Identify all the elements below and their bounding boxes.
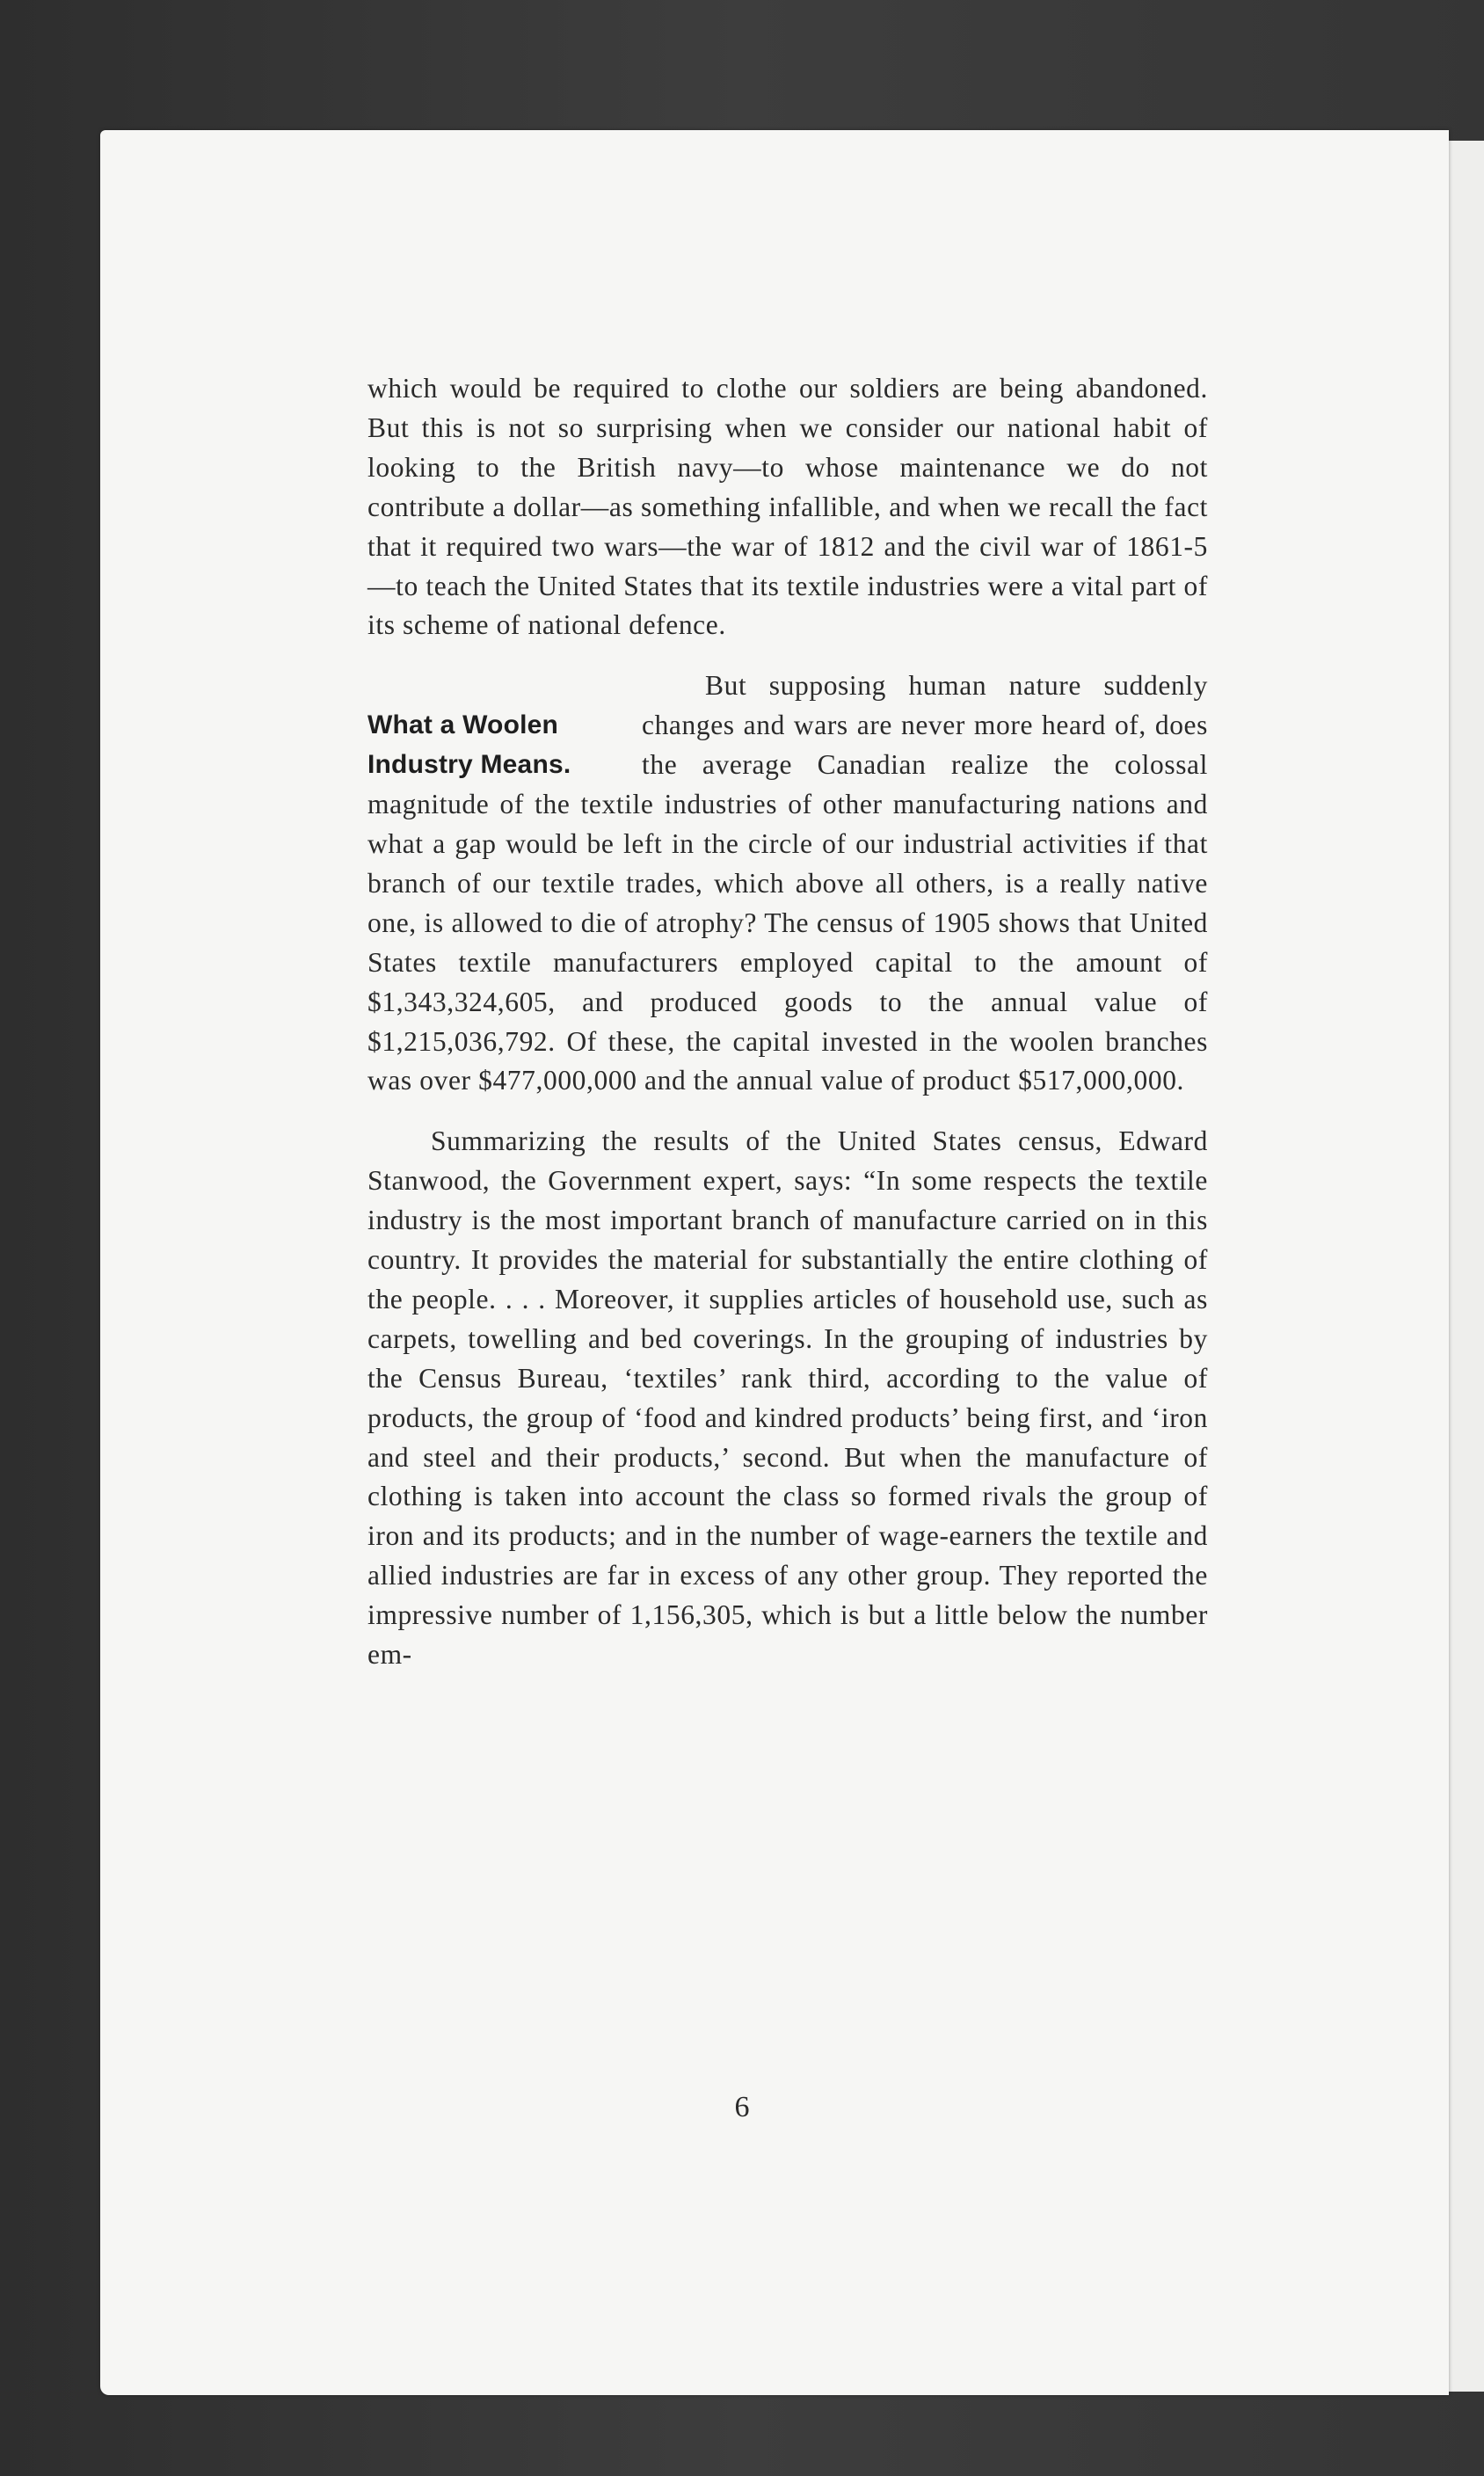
side-heading-line-2: Industry Means. [367, 750, 571, 780]
paragraph-2-wrapper [367, 666, 1208, 1101]
side-heading [367, 706, 640, 785]
paragraph-3: Summarizing the results of the United States census, Edward Stanwood, the Government expert, says: “In some respects the textile industry is the most important branch of manufacture carried on in this country. It provides the material for substantially the entire clothing of the people. . . . Moreover, it supplies articles of household use, such as carpets, towelling and bed coverings. In the grouping of industries by the Census Bureau, ‘textiles’ rank third, according to the value of products, the group of ‘food and kindred products’ being first, and ‘iron and steel and their products,’ second. But when the manufacture of clothing is taken into account the class so formed rivals the group of iron and its products; and in the number of wage-earners the textile and allied industries are far in excess of any other group. They reported the impressive number of 1,156,305, which is but a little below the number em- [367, 1125, 1208, 1671]
side-heading-line-1: What a Woolen [367, 710, 559, 740]
page-number: 6 [734, 2091, 750, 2123]
page-text [367, 369, 1208, 1675]
paragraph-1: which would be required to clothe our soldiers are being abandoned. But this is not so surprising when we consider our national habit of looking to the British navy—to whose maintenance we do not contribute a dollar—as something infallible, and when we recall the fact that it required two wars—the war of 1812 and the civil war of 1861-5—to teach the United States that its textile industries were a vital part of its scheme of national defence. [367, 373, 1208, 641]
paragraph-2: But supposing human nature suddenly changes and wars are never more heard of, does the average Canadian realize the colossal magnitude of the textile industries of other manufacturing nations and what a gap would be left in the circle of our industrial activities if that branch of our textile trades, which above all others, is a really native one, is allowed to die of atrophy? The census of 1905 shows that United States textile manufacturers employed capital to the amount of $1,343,324,605, and produced goods to the annual value of $1,215,036,792. Of these, the capital invested in the woolen branches was over $477,000,000 and the annual value of product $517,000,000. [367, 670, 1208, 1096]
